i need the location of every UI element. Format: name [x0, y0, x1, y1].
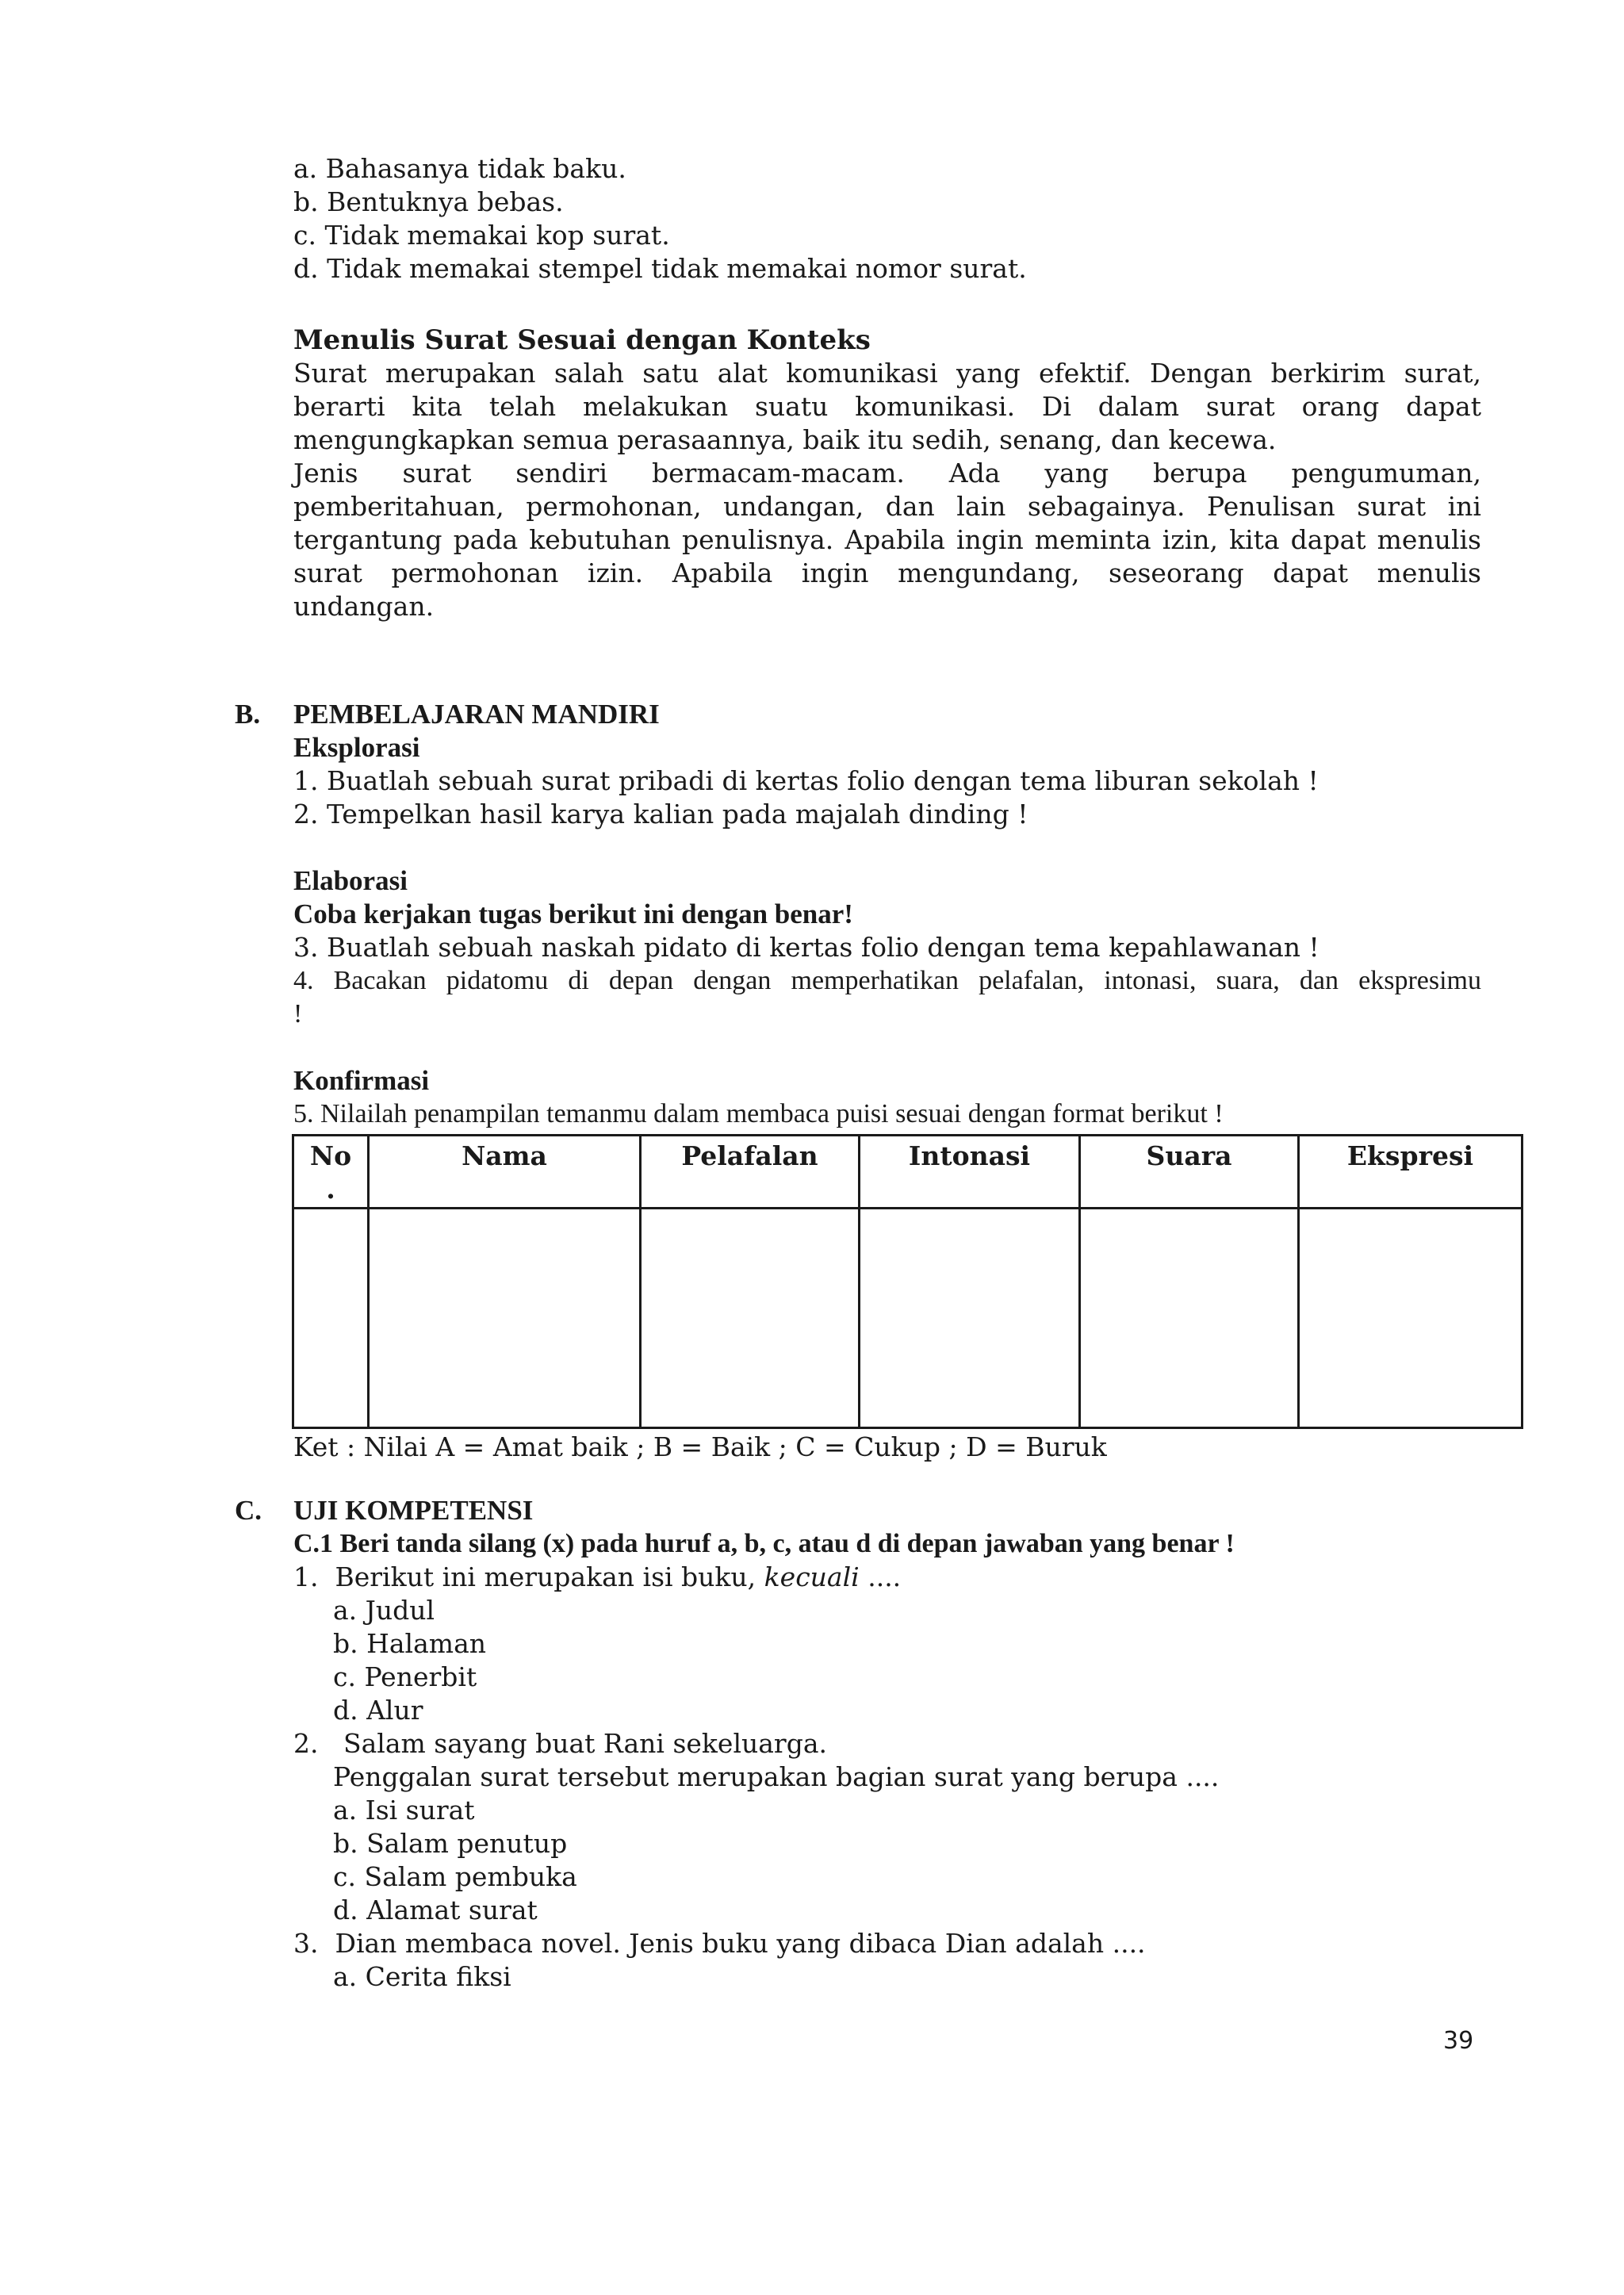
question-text: Salam sayang buat Rani sekeluarga. [343, 1728, 827, 1759]
table-row [293, 1209, 1522, 1428]
instruction: C.1 Beri tanda silang (x) pada huruf a, b, c, atau d di depan jawaban yang benar ! [293, 1529, 1235, 1558]
answer-option: a. Cerita fiksi [333, 1961, 511, 1992]
section-letter: C. [235, 1495, 262, 1526]
table-cell [369, 1209, 641, 1428]
answer-option: d. Alamat surat [333, 1895, 538, 1925]
list-item: 1. Buatlah sebuah surat pribadi di kertas folio dengan tema liburan sekolah ! [293, 765, 1319, 796]
list-item: 4. Bacakan pidatomu di depan dengan memperhatikan pelafalan, intonasi, suara, dan ekspresimu [293, 966, 1481, 995]
instruction: Coba kerjakan tugas berikut ini dengan benar! [293, 898, 853, 929]
answer-option: c. Penerbit [333, 1661, 477, 1692]
paragraph-line: mengungkapkan semua perasaannya, baik itu sedih, senang, dan kecewa. [293, 424, 1277, 455]
table-cell [860, 1209, 1080, 1428]
subheading-konfirmasi: Konfirmasi [293, 1065, 430, 1096]
table-cell [293, 1209, 369, 1428]
answer-option: d. Alur [333, 1695, 423, 1726]
list-item: 2. Tempelkan hasil karya kalian pada majalah dinding ! [293, 799, 1028, 829]
table-cell [1299, 1209, 1522, 1428]
question-3 [293, 1927, 1146, 1960]
paragraph-line: tergantung pada kebutuhan penulisnya. Apabila ingin meminta izin, kita dapat menulis [293, 524, 1481, 555]
subheading-elaborasi: Elaborasi [293, 865, 408, 896]
paragraph-line: pemberitahuan, permohonan, undangan, dan lain sebagainya. Penulisan surat ini [293, 491, 1481, 522]
column-header-ekspresi: Ekspresi [1299, 1136, 1522, 1209]
table-note: Ket : Nilai A = Amat baik ; B = Baik ; C = Cukup ; D = Buruk [293, 1431, 1107, 1462]
section-letter: B. [235, 699, 261, 730]
list-item: b. Bentuknya bebas. [293, 186, 564, 217]
section-heading: Menulis Surat Sesuai dengan Konteks [293, 324, 871, 356]
section-title: UJI KOMPETENSI [293, 1495, 534, 1526]
section-title: PEMBELAJARAN MANDIRI [293, 699, 660, 730]
question-number: 1. [293, 1561, 319, 1592]
table-cell [641, 1209, 860, 1428]
question-2 [293, 1727, 827, 1761]
paragraph-line: berarti kita telah melakukan suatu komunikasi. Di dalam surat orang dapat [293, 391, 1481, 422]
list-item: a. Bahasanya tidak baku. [293, 153, 626, 184]
answer-option: b. Salam penutup [333, 1828, 568, 1859]
list-item: 3. Buatlah sebuah naskah pidato di kertas folio dengan tema kepahlawanan ! [293, 932, 1320, 963]
question-number: 3. [293, 1928, 319, 1959]
question-text: Berikut ini merupakan isi buku, [335, 1561, 756, 1592]
question-text-continued: Penggalan surat tersebut merupakan bagian surat yang berupa .... [333, 1761, 1220, 1792]
column-header-nama: Nama [369, 1136, 641, 1209]
question-suffix: .... [859, 1561, 902, 1592]
answer-option: c. Salam pembuka [333, 1861, 577, 1892]
list-item-continuation: ! [293, 999, 303, 1029]
no-dot: . [326, 1174, 335, 1205]
list-item: d. Tidak memakai stempel tidak memakai nomor surat. [293, 253, 1027, 284]
question-text: Dian membaca novel. Jenis buku yang dibaca Dian adalah .... [335, 1928, 1146, 1959]
column-header-intonasi: Intonasi [860, 1136, 1080, 1209]
page-number: 39 [1443, 2027, 1474, 2055]
answer-option: a. Isi surat [333, 1795, 475, 1826]
answer-option: a. Judul [333, 1595, 435, 1626]
question-number: 2. [293, 1728, 319, 1759]
question-1 [293, 1561, 901, 1594]
column-header-pelafalan: Pelafalan [641, 1136, 860, 1209]
paragraph-line: Surat merupakan salah satu alat komunikasi yang efektif. Dengan berkirim surat, [293, 358, 1481, 389]
table-header-row [293, 1136, 1522, 1209]
paragraph-line: Jenis surat sendiri bermacam-macam. Ada yang berupa pengumuman, [293, 458, 1481, 489]
subheading-eksplorasi: Eksplorasi [293, 732, 420, 763]
question-emphasis: kecuali [764, 1561, 860, 1592]
column-header-no: No . [293, 1136, 369, 1209]
evaluation-table [292, 1134, 1523, 1429]
paragraph-line: undangan. [293, 591, 435, 622]
paragraph-line: surat permohonan izin. Apabila ingin mengundang, seseorang dapat menulis [293, 557, 1481, 588]
table-cell [1080, 1209, 1299, 1428]
column-header-suara: Suara [1080, 1136, 1299, 1209]
list-item: c. Tidak memakai kop surat. [293, 220, 670, 251]
answer-option: b. Halaman [333, 1628, 487, 1659]
list-item: 5. Nilailah penampilan temanmu dalam membaca puisi sesuai dengan format berikut ! [293, 1099, 1224, 1128]
